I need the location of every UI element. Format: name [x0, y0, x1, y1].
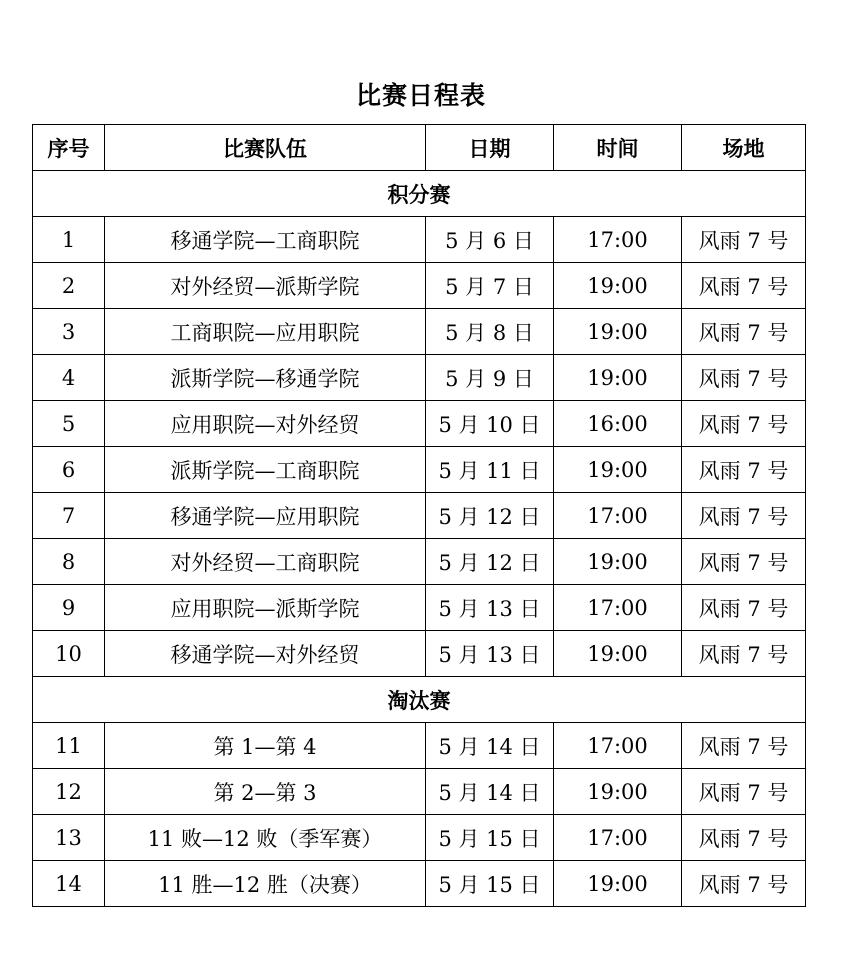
- table-row: [33, 861, 806, 907]
- table-row: [33, 401, 806, 447]
- header-row: [33, 125, 806, 171]
- match-date: 5 月 12 日: [426, 539, 554, 585]
- match-teams: 派斯学院—工商职院: [105, 447, 426, 493]
- match-date: 5 月 8 日: [426, 309, 554, 355]
- match-date: 5 月 6 日: [426, 217, 554, 263]
- table-row: [33, 217, 806, 263]
- match-number: 6: [33, 447, 105, 493]
- match-venue: 风雨 7 号: [682, 355, 806, 401]
- match-teams: 第 2—第 3: [105, 769, 426, 815]
- match-time: 19:00: [554, 263, 682, 309]
- match-teams: 11 胜—12 胜（决赛）: [105, 861, 426, 907]
- match-number: 4: [33, 355, 105, 401]
- section-label: 淘汰赛: [33, 677, 806, 723]
- match-number: 12: [33, 769, 105, 815]
- table-row: [33, 539, 806, 585]
- match-venue: 风雨 7 号: [682, 447, 806, 493]
- match-venue: 风雨 7 号: [682, 815, 806, 861]
- match-date: 5 月 13 日: [426, 631, 554, 677]
- match-date: 5 月 7 日: [426, 263, 554, 309]
- match-number: 14: [33, 861, 105, 907]
- schedule-body: [33, 171, 806, 907]
- table-row: [33, 447, 806, 493]
- match-time: 17:00: [554, 217, 682, 263]
- match-number: 7: [33, 493, 105, 539]
- match-time: 17:00: [554, 493, 682, 539]
- match-teams: 11 败—12 败（季军赛）: [105, 815, 426, 861]
- match-venue: 风雨 7 号: [682, 723, 806, 769]
- match-number: 1: [33, 217, 105, 263]
- match-time: 19:00: [554, 769, 682, 815]
- match-number: 11: [33, 723, 105, 769]
- match-date: 5 月 12 日: [426, 493, 554, 539]
- match-teams: 应用职院—对外经贸: [105, 401, 426, 447]
- match-time: 17:00: [554, 815, 682, 861]
- match-teams: 对外经贸—派斯学院: [105, 263, 426, 309]
- match-time: 19:00: [554, 309, 682, 355]
- match-time: 19:00: [554, 539, 682, 585]
- match-date: 5 月 11 日: [426, 447, 554, 493]
- match-teams: 第 1—第 4: [105, 723, 426, 769]
- match-teams: 移通学院—对外经贸: [105, 631, 426, 677]
- header-teams: 比赛队伍: [105, 125, 426, 171]
- match-venue: 风雨 7 号: [682, 769, 806, 815]
- table-row: [33, 355, 806, 401]
- match-date: 5 月 15 日: [426, 815, 554, 861]
- match-time: 17:00: [554, 585, 682, 631]
- table-row: [33, 631, 806, 677]
- match-number: 13: [33, 815, 105, 861]
- match-teams: 移通学院—应用职院: [105, 493, 426, 539]
- match-venue: 风雨 7 号: [682, 539, 806, 585]
- table-row: [33, 309, 806, 355]
- match-number: 5: [33, 401, 105, 447]
- match-time: 19:00: [554, 355, 682, 401]
- page-title: 比赛日程表: [355, 81, 486, 110]
- schedule-table: [32, 124, 806, 907]
- match-date: 5 月 14 日: [426, 769, 554, 815]
- match-teams: 工商职院—应用职院: [105, 309, 426, 355]
- match-venue: 风雨 7 号: [682, 631, 806, 677]
- header-time: 时间: [554, 125, 682, 171]
- match-venue: 风雨 7 号: [682, 263, 806, 309]
- match-time: 19:00: [554, 447, 682, 493]
- match-venue: 风雨 7 号: [682, 217, 806, 263]
- match-number: 3: [33, 309, 105, 355]
- match-date: 5 月 15 日: [426, 861, 554, 907]
- match-time: 16:00: [554, 401, 682, 447]
- match-venue: 风雨 7 号: [682, 493, 806, 539]
- table-row: [33, 769, 806, 815]
- match-date: 5 月 10 日: [426, 401, 554, 447]
- match-number: 8: [33, 539, 105, 585]
- section-label: 积分赛: [33, 171, 806, 217]
- match-date: 5 月 14 日: [426, 723, 554, 769]
- table-row: [33, 585, 806, 631]
- match-number: 2: [33, 263, 105, 309]
- match-time: 17:00: [554, 723, 682, 769]
- header-no: 序号: [33, 125, 105, 171]
- match-venue: 风雨 7 号: [682, 585, 806, 631]
- match-teams: 派斯学院—移通学院: [105, 355, 426, 401]
- header-date: 日期: [426, 125, 554, 171]
- table-row: [33, 493, 806, 539]
- match-venue: 风雨 7 号: [682, 309, 806, 355]
- table-row: [33, 815, 806, 861]
- section-row: [33, 171, 806, 217]
- match-venue: 风雨 7 号: [682, 401, 806, 447]
- table-row: [33, 263, 806, 309]
- match-number: 9: [33, 585, 105, 631]
- match-number: 10: [33, 631, 105, 677]
- section-row: [33, 677, 806, 723]
- header-venue: 场地: [682, 125, 806, 171]
- match-venue: 风雨 7 号: [682, 861, 806, 907]
- match-teams: 应用职院—派斯学院: [105, 585, 426, 631]
- match-time: 19:00: [554, 631, 682, 677]
- match-time: 19:00: [554, 861, 682, 907]
- match-date: 5 月 13 日: [426, 585, 554, 631]
- match-teams: 对外经贸—工商职院: [105, 539, 426, 585]
- match-date: 5 月 9 日: [426, 355, 554, 401]
- match-teams: 移通学院—工商职院: [105, 217, 426, 263]
- table-row: [33, 723, 806, 769]
